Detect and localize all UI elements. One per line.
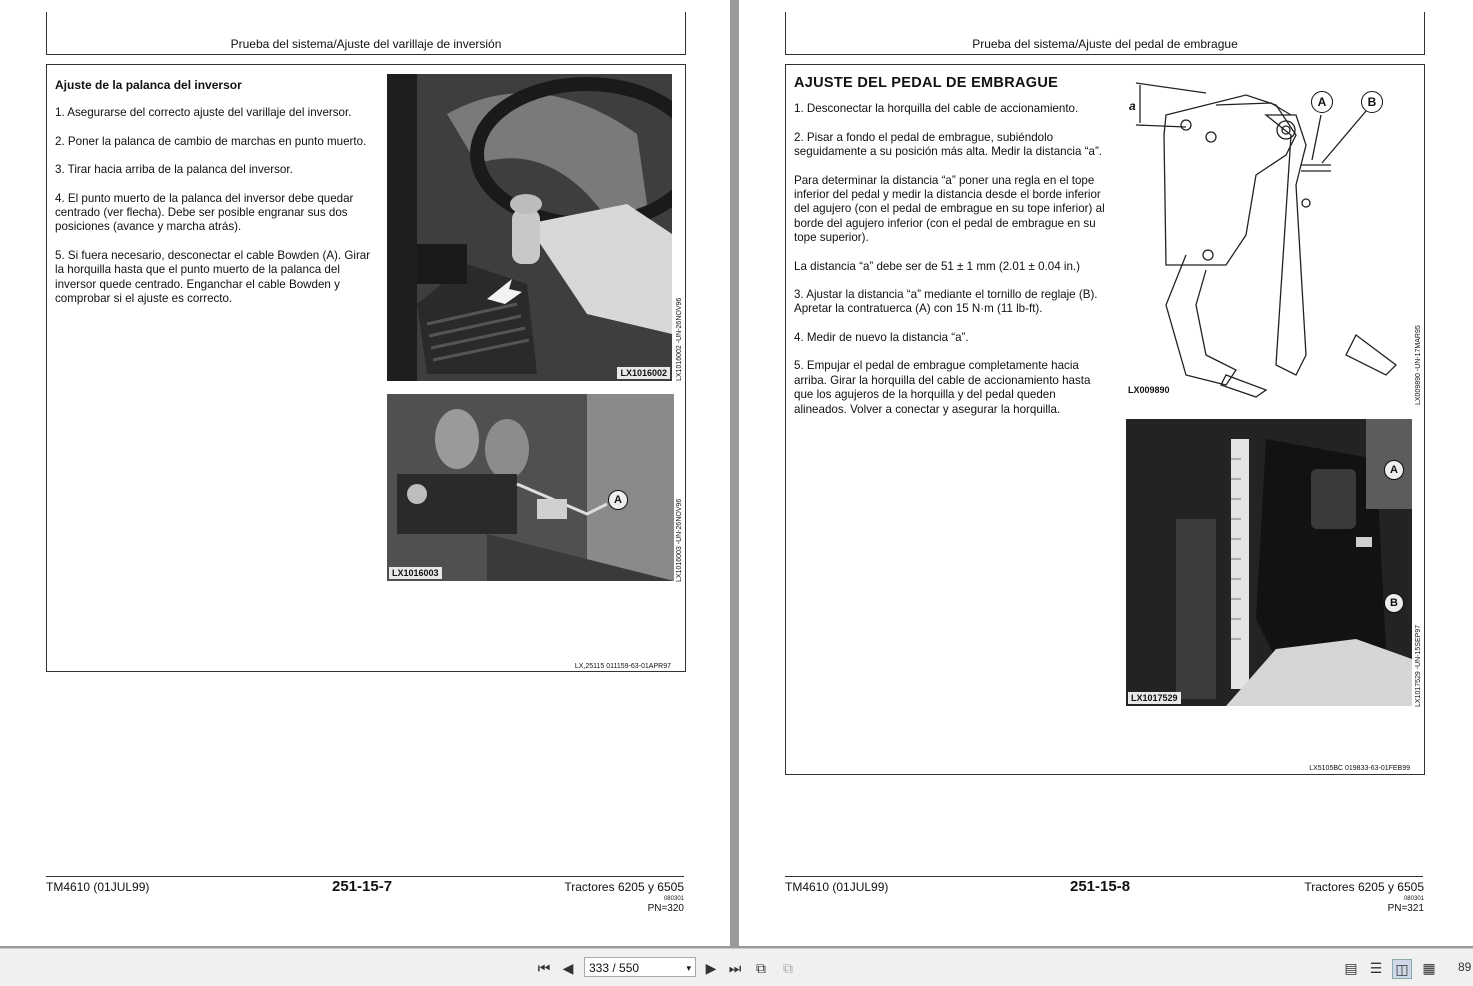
right-step: 4. Medir de nuevo la distancia “a”. (794, 330, 969, 344)
inverter-lever-photo (387, 74, 672, 381)
left-page-header-box (46, 12, 686, 55)
right-box-code: LX5105BC 019833-63-01FEB99 (1309, 765, 1410, 772)
pedal-adjustment-illustration (1126, 419, 1412, 706)
right-footer-rule (785, 876, 1423, 877)
facing-pages-view-icon[interactable]: ◫ (1392, 959, 1412, 979)
previous-page-icon[interactable]: ◀ (562, 960, 574, 976)
right-footer-date: 080301 (1403, 896, 1424, 902)
first-page-icon[interactable]: ⏮ (537, 960, 551, 976)
navigation-toolbar (0, 948, 1473, 986)
left-step: 4. El punto muerto de la palanca del inversor debe quedar centrado (ver flecha). Debe ser posible engranar sus dos posiciones (avance y marcha atrás). (55, 191, 354, 234)
left-step: 5. Si fuera necesario, desconectar el cable Bowden (A). Girar la horquilla hasta que el punto muerto de la palanca del inversor quede centrado. Enganchar el cable Bowden y comprobar si el ajuste es correcto. (55, 248, 371, 306)
right-step: 3. Ajustar la distancia “a” mediante el tornillo de reglaje (B). Apretar la contratuerca (A) con 15 N·m (11 lb-ft). (794, 288, 1098, 316)
right-step: 5. Empujar el pedal de embrague completamente hacia arriba. Girar la horquilla del cable de accionamiento hasta que los agujeros de la horquilla y del pedal queden alineados. Volver a conectar y asegurar la horquilla. (794, 359, 1091, 416)
left-footer-pn: PN=320 (647, 903, 684, 914)
left-section-title: Ajuste de la palanca del inversor (55, 78, 242, 92)
photo2-label: LX1016003 (389, 567, 442, 579)
pedal-adjustment-photo (1126, 419, 1412, 706)
right-page-header: Prueba del sistema/Ajuste del pedal de embrague (972, 37, 1238, 51)
right-step: 1. Desconectar la horquilla del cable de accionamiento. (794, 102, 1079, 116)
diagram-callout-b: B (1361, 91, 1383, 113)
inverter-lever-illustration (387, 74, 672, 381)
right-page-header-box (785, 12, 1425, 55)
photo1-side-code: LX1016002 -UN-26NOV96 (676, 297, 683, 381)
right-step: 2. Pisar a fondo el pedal de embrague, subiéndolo seguidamente a su posición más alta. Medir la distancia “a”. (794, 130, 1103, 159)
diagram-label: LX009890 (1128, 385, 1170, 395)
photo2-side-code: LX1016003 -UN-26NOV96 (676, 498, 683, 582)
continuous-view-icon[interactable]: ☰ (1369, 960, 1383, 976)
left-page (0, 0, 730, 946)
right-page (739, 0, 1473, 946)
right-footer-title: Tractores 6205 y 6505 (1304, 880, 1424, 894)
bowden-cable-illustration (387, 394, 674, 581)
diagram-side-code: LX009890 -UN-17MAR95 (1415, 325, 1422, 405)
clutch-pedal-line-art (1126, 75, 1411, 400)
callout-a-marker: A (608, 490, 628, 510)
left-content-box (46, 64, 686, 672)
left-footer-date: 080301 (663, 896, 684, 902)
zoom-level[interactable]: 89 (1458, 960, 1472, 974)
next-page-icon[interactable]: ▶ (705, 960, 717, 976)
left-step: 2. Poner la palanca de cambio de marchas en punto muerto. (55, 134, 367, 148)
single-page-view-icon[interactable]: ▤ (1344, 960, 1358, 976)
photo-callout-a: A (1384, 460, 1404, 480)
chevron-down-icon[interactable]: ▾ (686, 963, 691, 973)
dimension-a-label: a (1129, 99, 1136, 113)
go-back-view-icon[interactable]: ⧉ (756, 960, 766, 976)
left-instructions (55, 78, 373, 320)
page-number-input[interactable] (584, 957, 696, 977)
right-instructions (794, 76, 1106, 431)
left-footer-title: Tractores 6205 y 6505 (564, 880, 684, 894)
page-indicator-text: 333 / 550 (589, 961, 640, 975)
left-box-code: LX,25115 011159-63-01APR97 (574, 663, 671, 670)
photo1-label: LX1016002 (617, 367, 670, 379)
go-forward-view-icon[interactable]: ⧉ (783, 960, 793, 976)
right-footer-pn: PN=321 (1387, 903, 1424, 914)
left-footer-doc: TM4610 (01JUL99) (46, 880, 150, 894)
bowden-cable-photo (387, 394, 674, 581)
pedal-photo-side-code: LX1017529 -UN-15SEP97 (1415, 624, 1422, 707)
right-section-title: AJUSTE DEL PEDAL DE EMBRAGUE (794, 75, 1059, 91)
right-step: La distancia “a” debe ser de 51 ± 1 mm (2.01 ± 0.04 in.) (794, 259, 1080, 273)
clutch-pedal-diagram (1126, 75, 1411, 400)
right-content-box (785, 64, 1425, 775)
right-footer-page-number: 251-15-8 (1070, 878, 1131, 895)
last-page-icon[interactable]: ⏭ (728, 960, 742, 976)
left-step: 3. Tirar hacia arriba de la palanca del inversor. (55, 163, 293, 177)
left-step: 1. Asegurarse del correcto ajuste del varillaje del inversor. (55, 106, 352, 120)
left-footer-page-number: 251-15-7 (332, 878, 393, 895)
diagram-callout-a: A (1311, 91, 1333, 113)
continuous-facing-view-icon[interactable]: ▦ (1422, 960, 1436, 976)
pedal-photo-label: LX1017529 (1128, 692, 1181, 704)
left-page-header: Prueba del sistema/Ajuste del varillaje de inversión (230, 37, 502, 51)
right-footer-doc: TM4610 (01JUL99) (785, 880, 889, 894)
left-footer-rule (46, 876, 684, 877)
right-step: Para determinar la distancia “a” poner una regla en el tope inferior del pedal y medir la distancia desde el borde inferior del agujero (con el pedal de embrague en su tope inferior) al borde del agujero inferior (con el pedal de embrague en su tope superior). (794, 173, 1105, 245)
photo-callout-b: B (1384, 593, 1404, 613)
